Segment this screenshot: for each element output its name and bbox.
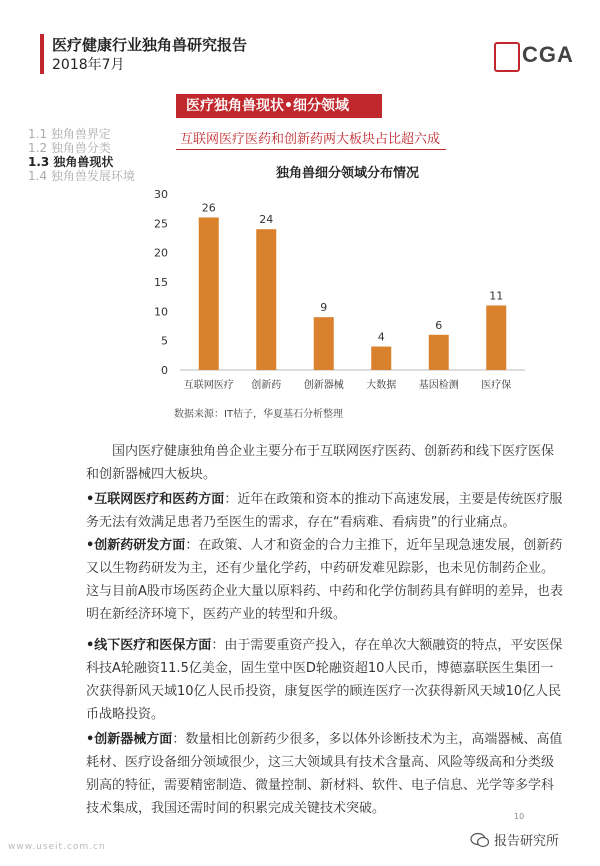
body-paragraph-innovative-devices bbox=[86, 728, 566, 820]
cga-logo bbox=[494, 40, 580, 74]
y-tick-label: 10 bbox=[154, 305, 168, 319]
toc-item-current[interactable]: 1.3 独角兽现状 bbox=[28, 155, 114, 169]
data-label: 6 bbox=[435, 318, 443, 332]
report-date: 2018年7月 bbox=[52, 57, 125, 73]
data-source-note: 数据来源：IT桔子，华夏基石分析整理 bbox=[174, 409, 344, 420]
body-paragraph-intro: 国内医疗健康独角兽企业主要分布于互联网医疗医药、创新药和线下医疗医保和创新器械四大板块。 bbox=[86, 444, 555, 482]
toc-item[interactable]: 1.1 独角兽界定 bbox=[28, 127, 111, 141]
bar bbox=[486, 305, 506, 370]
x-tick-label: 互联网医疗 bbox=[183, 380, 234, 391]
toc-item[interactable]: 1.2 独角兽分类 bbox=[28, 141, 111, 155]
report-title: 医疗健康行业独角兽研究报告 bbox=[52, 36, 248, 54]
paragraph-text: ：数量相比创新药少很多，多以体外诊断技术为主，高端器械、高值耗材、医疗设备细分领域很少，这三大领域具有技术含量高、风险等级高和分类级别高的特征，需要精密制造、微量控制、新材料、软件、电子信息、光学等多学科技术集成，我国还需时间的积累完成关键技术突破。 bbox=[86, 732, 563, 816]
body-paragraph-internet-medical bbox=[86, 488, 566, 534]
paragraph-text: ：由于需要重资产投入，存在单次大额融资的特点，平安医保科技A轮融资11.5亿美金，固生堂中医D轮融资超10人民币，博德嘉联医生集团一次获得新风天域10亿人民币投资，康复医学的顾连医疗一次获得新风天域10亿人民币战略投资。 bbox=[86, 638, 563, 722]
x-tick-label: 大数据 bbox=[366, 380, 397, 391]
x-tick-label: 基因检测 bbox=[418, 380, 459, 391]
section-divider bbox=[176, 149, 446, 150]
wechat-badge[interactable] bbox=[470, 830, 559, 849]
data-label: 9 bbox=[320, 301, 328, 315]
data-label: 26 bbox=[201, 201, 216, 215]
logo-text: CGA bbox=[522, 42, 574, 67]
paragraph-text: ：近年在政策和资本的推动下高速发展，主要是传统医疗服务无法有效满足患者乃至医生的需求，存在“看病难、看病贵”的行业痛点。 bbox=[86, 492, 563, 530]
bar bbox=[256, 229, 276, 370]
data-label: 4 bbox=[377, 330, 385, 344]
section-title: 医疗独角兽现状•细分领域 bbox=[176, 94, 382, 118]
paragraph-heading: •创新器械方面 bbox=[86, 732, 173, 747]
y-tick-label: 20 bbox=[154, 246, 168, 260]
chart-title: 独角兽细分领域分布情况 bbox=[276, 166, 420, 181]
data-label: 24 bbox=[259, 213, 274, 227]
y-tick-label: 5 bbox=[161, 334, 168, 348]
body-paragraph-innovative-drugs bbox=[86, 534, 566, 626]
bar bbox=[199, 217, 219, 370]
body-paragraph-offline-medical bbox=[86, 634, 566, 726]
logo-mark-icon bbox=[494, 42, 520, 72]
paragraph-heading: •创新药研发方面 bbox=[86, 538, 186, 553]
toc-item[interactable]: 1.4 独角兽发展环境 bbox=[28, 169, 135, 183]
header-accent-bar bbox=[40, 34, 44, 74]
section-subtitle: 互联网医疗医药和创新药两大板块占比超六成 bbox=[180, 132, 441, 147]
y-tick-label: 30 bbox=[154, 188, 168, 201]
wechat-account-name: 报告研究所 bbox=[494, 834, 560, 849]
paragraph-heading: •线下医疗和医保方面 bbox=[86, 638, 212, 653]
bar bbox=[429, 335, 449, 370]
x-tick-label: 创新器械 bbox=[303, 380, 344, 391]
x-tick-label: 创新药 bbox=[251, 380, 282, 391]
y-tick-label: 0 bbox=[161, 364, 168, 377]
table-of-contents bbox=[28, 127, 135, 183]
x-tick-label: 医疗保 bbox=[481, 380, 512, 391]
bar bbox=[314, 317, 334, 370]
page-number: 10 bbox=[514, 812, 525, 821]
bar bbox=[371, 347, 391, 370]
watermark: www.useit.com.cn bbox=[8, 842, 106, 852]
paragraph-text: ：在政策、人才和资金的合力主推下，近年呈现急速发展，创新药又以生物药研发为主，还有少量化学药，中药研发难见踪影，也未见仿制药企业。这与目前A股市场医药企业大量以原料药、中药和化学仿制药具有鲜明的差异，也表明在新经济环境下，医药产业的转型和升级。 bbox=[86, 538, 563, 622]
paragraph-heading: •互联网医疗和医药方面 bbox=[86, 492, 225, 507]
data-label: 11 bbox=[489, 289, 504, 303]
y-tick-label: 25 bbox=[154, 217, 168, 231]
wechat-icon bbox=[470, 832, 490, 848]
y-tick-label: 15 bbox=[154, 276, 168, 289]
bar-chart bbox=[150, 182, 530, 402]
